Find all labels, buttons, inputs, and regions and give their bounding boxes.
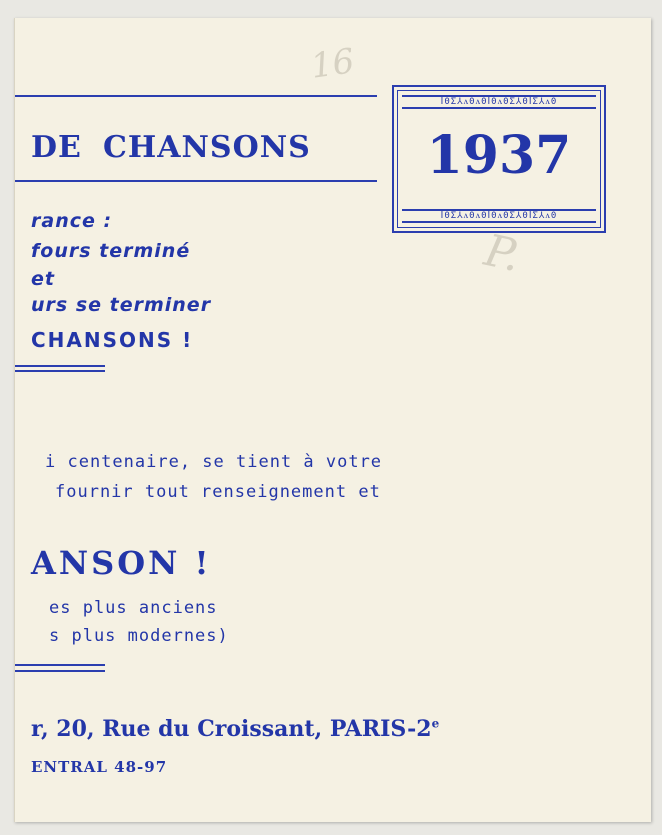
slogan-line-3: et xyxy=(31,268,55,290)
header-rule-top xyxy=(15,95,377,97)
body-line-1: i centenaire, se tient à votre xyxy=(45,452,383,472)
torn-flyer-page xyxy=(14,18,651,822)
body-line-2: fournir tout renseignement et xyxy=(55,482,381,502)
year-label: 1937 xyxy=(426,125,572,186)
body-line-3: es plus anciens xyxy=(49,598,218,618)
slogan-line-5: CHANSONS ! xyxy=(31,328,194,352)
address-line xyxy=(31,716,439,742)
slogan-line-2: fours terminé xyxy=(31,240,191,262)
page-title: CHANSONS xyxy=(103,130,311,165)
slogan-line-4: urs se terminer xyxy=(31,294,212,316)
divider-2a xyxy=(15,664,105,666)
body-line-4: s plus modernes) xyxy=(49,626,229,646)
header-rule-bottom xyxy=(15,180,377,182)
divider-1b xyxy=(15,370,105,372)
divider-1a xyxy=(15,365,105,367)
address-text: r, 20, Rue du Croissant, PARIS-2 xyxy=(31,716,432,742)
pencil-mark-middle: P. xyxy=(480,224,525,283)
slogan-line-1: rance : xyxy=(31,210,113,232)
ornament-band-top: ꟾ0Σ⅄ᴧ0ᴧ0ꟾ0ᴧ0Σ⅄0ꟾΣ⅄ᴧ0 xyxy=(402,95,596,109)
phone-line: ENTRAL 48-97 xyxy=(31,758,168,776)
divider-2b xyxy=(15,670,105,672)
pencil-mark-top: 16 xyxy=(308,41,357,87)
year-frame xyxy=(392,85,606,233)
chanson-heading: ANSON ! xyxy=(31,544,212,582)
address-superscript: e xyxy=(431,716,440,731)
ornament-band-bottom: ꟾ0Σ⅄ᴧ0ᴧ0ꟾ0ᴧ0Σ⅄0ꟾΣ⅄ᴧ0 xyxy=(402,209,596,223)
title-prefix: DE xyxy=(31,130,82,165)
